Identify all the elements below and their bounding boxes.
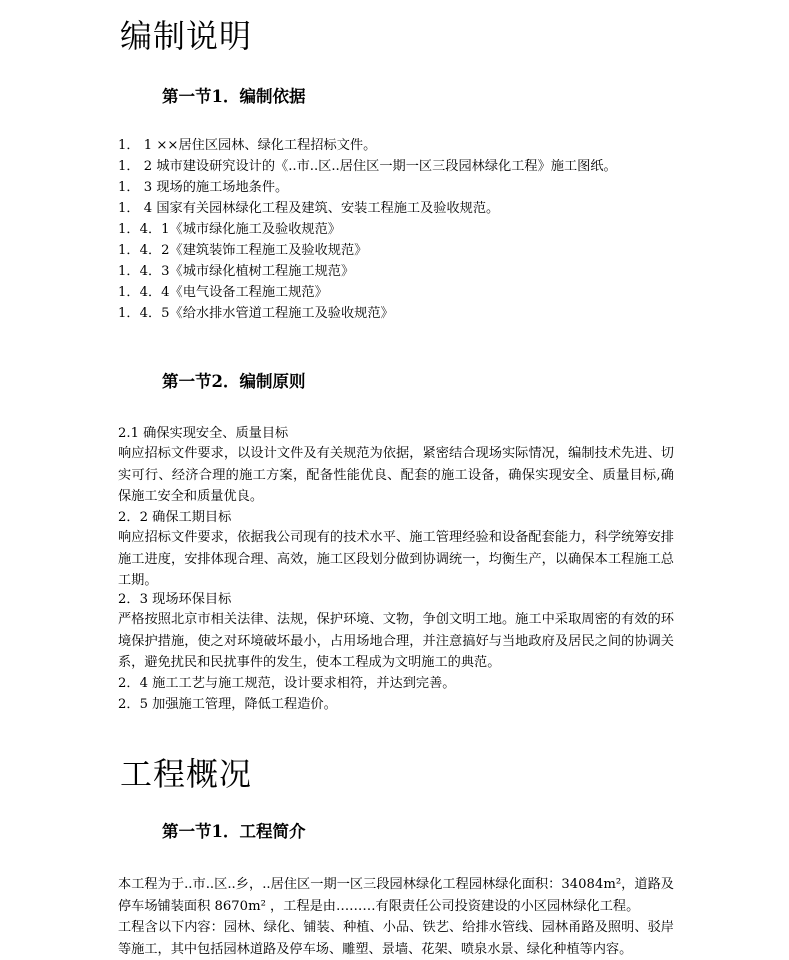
paragraph: 响应招标文件要求，依据我公司现有的技术水平、施工管理经验和设备配套能力，科学统筹安排施工进度，安排体现合理、高效，施工区段划分做到协调统一，均衡生产，以确保本工程施工总工期。 (118, 530, 674, 588)
paragraph: 本工程为于..市..区..乡，..居住区一期一区三段园林绿化工程园林绿化面积：34084m²，道路及停车场铺装面积 8670m² ，工程是由………有限责任公司投资建设的小区园林绿化工程。 (118, 877, 674, 914)
paragraph: 严格按照北京市相关法律、法规，保护环境、文物，争创文明工地。施工中采取周密的有效的环境保护措施，使之对环境破坏最小，占用场地合理，并注意搞好与当地政府及居民之间的协调关系，避免扰民和民扰事件的发生，使本工程成为文明施工的典范。 (118, 612, 674, 670)
paragraph: 工程含以下内容：园林、绿化、铺装、种植、小品、铁艺、给排水管线、园林甬路及照明、驳岸等施工，其中包括园林道路及停车场、雕塑、景墙、花架、喷泉水景、绿化种植等内容。 (118, 920, 674, 957)
paragraph: 响应招标文件要求，以设计文件及有关规范为依据，紧密结合现场实际情况，编制技术先进、切实可行、经济合理的施工方案，配备性能优良、配套的施工设备，确保实现安全、质量目标,确保施工安全和质量优良。 (118, 446, 674, 504)
list-item: 1．4．3《城市绿化植树工程施工规范》 (118, 264, 355, 279)
section-title: 第一节2．编制原则 (162, 372, 306, 391)
list-item: 1． 1 ××居住区园林、绿化工程招标文件。 (118, 138, 377, 153)
list-item: 1． 3 现场的施工场地条件。 (118, 180, 289, 195)
list-item: 1．4．2《建筑装饰工程施工及验收规范》 (118, 243, 368, 258)
subsection-heading: 2．2 确保工期目标 (118, 510, 232, 525)
chapter-title: 编制说明 (120, 17, 253, 55)
section-title: 第一节1．编制依据 (162, 87, 306, 106)
list-item: 2．5 加强施工管理，降低工程造价。 (118, 697, 337, 712)
subsection-heading: 2．3 现场环保目标 (118, 592, 232, 607)
chapter-title: 工程概况 (120, 755, 253, 793)
list-item: 1． 4 国家有关园林绿化工程及建筑、安装工程施工及验收规范。 (118, 201, 500, 216)
list-item: 1．4．1《城市绿化施工及验收规范》 (118, 222, 341, 237)
list-item: 1． 2 城市建设研究设计的《..市..区..居住区一期一区三段园林绿化工程》施工图纸。 (118, 159, 617, 174)
list-item: 1．4．5《给水排水管道工程施工及验收规范》 (118, 306, 394, 321)
list-item: 2．4 施工工艺与施工规范，设计要求相符，并达到完善。 (118, 676, 456, 691)
section-title: 第一节1．工程简介 (162, 822, 306, 841)
list-item: 1．4．4《电气设备工程施工规范》 (118, 285, 328, 300)
subsection-heading: 2.1 确保实现安全、质量目标 (118, 426, 289, 441)
